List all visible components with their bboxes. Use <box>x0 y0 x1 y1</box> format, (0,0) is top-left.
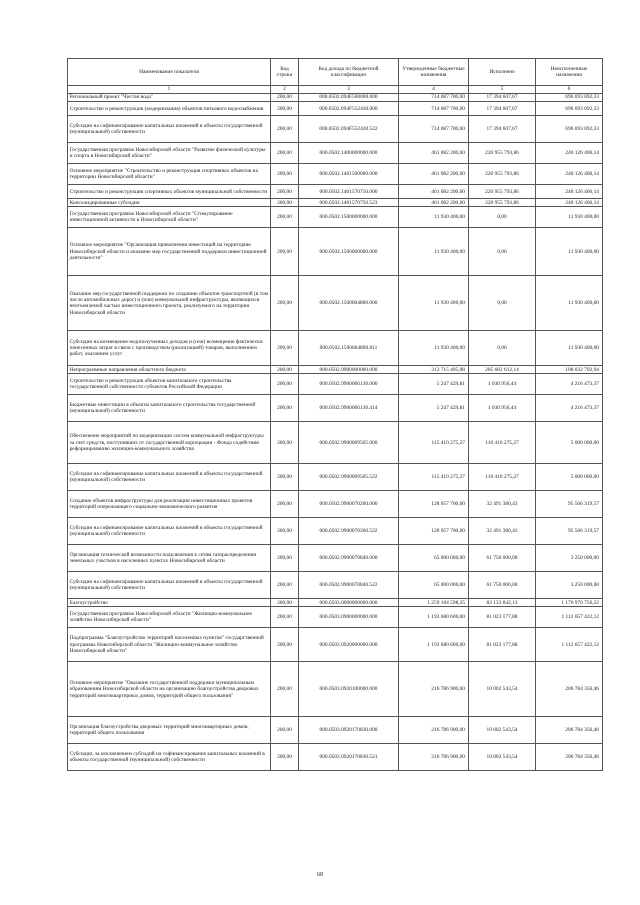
row-name: Оказание мер государственной поддержки по созданию объектов транспортной (в том числе автомобильных дорог) и (или) коммунальной инфраструктуры, являющихся неотъемлемой частью инвестиционного проекта, реализуемого на территории Новосибирской области <box>68 276 271 331</box>
header-remaining: Неисполненные назначения <box>536 59 603 86</box>
table-row <box>68 331 603 366</box>
row-name: Основное мероприятие "Организация привлечения инвестиций на территорию Новосибирской области и оказание мер государственной поддержки инвестиционной деятельности" <box>68 228 271 276</box>
row-approved: 714 087 700,00 <box>399 116 469 143</box>
row-line-code: 200,00 <box>271 207 299 228</box>
row-remaining: 1 112 657 422,12 <box>536 628 603 662</box>
table-row <box>68 744 603 771</box>
header-approved: Утвержденные бюджетные назначения <box>399 59 469 86</box>
row-income-code: 000.0502.1500604860.000 <box>299 276 399 331</box>
row-approved: 5 247 429,81 <box>399 395 469 422</box>
row-executed: 220 955 793,86 <box>469 143 536 164</box>
row-income-code: 000.0502.094F500000.000 <box>299 94 399 102</box>
table-row <box>68 94 603 102</box>
row-remaining: 11 930 400,00 <box>536 331 603 366</box>
row-income-code: 000.0502.9900070260.000 <box>299 491 399 518</box>
table-row <box>68 662 603 717</box>
row-name: Субсидии, за исключением субсидий на софинансирование капитальных вложений в объекты государственной (муниципальной) собственности <box>68 744 271 771</box>
column-index: 2 <box>271 86 299 94</box>
row-income-code: 000.0503.0920170830.000 <box>299 717 399 744</box>
row-approved: 11 930 400,00 <box>399 331 469 366</box>
header-row <box>68 59 603 86</box>
row-line-code: 200,00 <box>271 395 299 422</box>
row-line-code: 200,00 <box>271 366 299 374</box>
row-executed: 32 491 380,43 <box>469 518 536 545</box>
row-remaining: 4 216 473,37 <box>536 395 603 422</box>
row-line-code: 200,00 <box>271 94 299 102</box>
table-row <box>68 572 603 599</box>
row-remaining: 4 216 473,37 <box>536 374 603 395</box>
row-remaining: 11 930 400,00 <box>536 276 603 331</box>
row-remaining: 206 784 356,46 <box>536 662 603 717</box>
row-executed: 0,00 <box>469 207 536 228</box>
row-remaining: 95 566 319,57 <box>536 491 603 518</box>
row-approved: 714 087 700,00 <box>399 94 469 102</box>
row-name: Бюджетные инвестиции в объекты капитального строительства государственной (муниципальной) собственности <box>68 395 271 422</box>
row-remaining: 240 126 406,14 <box>536 185 603 199</box>
row-approved: 65 000 000,00 <box>399 545 469 572</box>
row-approved: 461 082 200,00 <box>399 164 469 185</box>
table-row <box>68 207 603 228</box>
row-line-code: 200,00 <box>271 331 299 366</box>
row-approved: 216 786 900,00 <box>399 717 469 744</box>
row-approved: 11 930 400,00 <box>399 276 469 331</box>
header-income-code: Код дохода по бюджетной классификации <box>299 59 399 86</box>
row-approved: 11 930 400,00 <box>399 228 469 276</box>
row-approved: 714 087 700,00 <box>399 102 469 116</box>
row-income-code: 000.0503.0920100000.000 <box>299 662 399 717</box>
row-executed: 81 023 177,88 <box>469 628 536 662</box>
row-income-code: 000.0503.0900000000.000 <box>299 607 399 628</box>
row-income-code: 000.0503.0920170830.521 <box>299 744 399 771</box>
row-name: Организация благоустройства дворовых территорий многоквартирных домов, территорий общего пользования <box>68 717 271 744</box>
row-approved: 216 786 900,00 <box>399 662 469 717</box>
row-line-code: 200,00 <box>271 199 299 207</box>
row-executed: 0,00 <box>469 228 536 276</box>
row-name: Государственная программа Новосибирской области "Стимулирование инвестиционной активности в Новосибирской области" <box>68 207 271 228</box>
row-approved: 5 247 429,81 <box>399 374 469 395</box>
row-line-code: 200,00 <box>271 628 299 662</box>
row-name: Строительство и реконструкция спортивных объектов муниципальной собственности <box>68 185 271 199</box>
row-name: Строительство и реконструкция объектов капитального строительства государственной собственности субъектов Российской Федерации <box>68 374 271 395</box>
report-sheet <box>67 58 602 771</box>
row-income-code: 000.0502.1500604860.811 <box>299 331 399 366</box>
table-row <box>68 366 603 374</box>
row-executed: 1 030 956,44 <box>469 395 536 422</box>
row-name: Субсидии на софинансирование капитальных вложений в объекты государственной (муниципальной) собственности <box>68 518 271 545</box>
table-row <box>68 276 603 331</box>
row-income-code: 000.0502.1401500000.000 <box>299 164 399 185</box>
row-name: Обеспечение мероприятий по модернизации систем коммунальной инфраструктуры за счет средств, поступивших от государственной корпорации - Фонда содействия реформированию жилищно-коммунального хозяйства <box>68 422 271 464</box>
row-income-code: 000.0502.1401570750.000 <box>299 185 399 199</box>
row-remaining: 1 176 970 756,22 <box>536 599 603 607</box>
row-line-code: 200,00 <box>271 545 299 572</box>
table-row <box>68 199 603 207</box>
row-line-code: 200,00 <box>271 276 299 331</box>
row-executed: 220 955 793,86 <box>469 199 536 207</box>
row-executed: 82 133 842,13 <box>469 599 536 607</box>
page-number: 68 <box>317 872 323 878</box>
row-line-code: 200,00 <box>271 662 299 717</box>
row-line-code: 200,00 <box>271 518 299 545</box>
table-row <box>68 422 603 464</box>
row-name: Консолидированные субсидии <box>68 199 271 207</box>
row-approved: 128 057 700,00 <box>399 491 469 518</box>
row-executed: 220 955 793,86 <box>469 185 536 199</box>
table-row <box>68 116 603 143</box>
row-approved: 1 193 680 600,00 <box>399 607 469 628</box>
row-executed: 10 002 543,54 <box>469 662 536 717</box>
row-approved: 461 082 200,00 <box>399 143 469 164</box>
row-approved: 313 715 405,08 <box>399 366 469 374</box>
row-line-code: 200,00 <box>271 102 299 116</box>
row-income-code: 000.0502.1401570750.523 <box>299 199 399 207</box>
row-name: Основное мероприятие "Оказание государственной поддержки муниципальным образованиям Новосибирской области на организацию благоустройства дворовых территорий многоквартирных домов, территорий общего пользования" <box>68 662 271 717</box>
table-row <box>68 599 603 607</box>
row-income-code: 000.0502.1400000000.000 <box>299 143 399 164</box>
row-approved: 65 000 000,00 <box>399 572 469 599</box>
table-row <box>68 143 603 164</box>
header-line-code: Код строки <box>271 59 299 86</box>
row-line-code: 200,00 <box>271 422 299 464</box>
row-remaining: 240 126 406,14 <box>536 143 603 164</box>
row-remaining: 1 112 657 422,12 <box>536 607 603 628</box>
row-line-code: 200,00 <box>271 599 299 607</box>
row-name: Региональный проект "Чистая вода" <box>68 94 271 102</box>
row-remaining: 5 000 000,00 <box>536 464 603 491</box>
row-income-code: 000.0502.9900009505.000 <box>299 422 399 464</box>
row-income-code: 000.0502.9900070840.522 <box>299 572 399 599</box>
row-executed: 1 030 956,44 <box>469 374 536 395</box>
row-approved: 115 410 275,27 <box>399 422 469 464</box>
row-remaining: 11 930 400,00 <box>536 228 603 276</box>
row-line-code: 200,00 <box>271 491 299 518</box>
row-name: Государственная программа Новосибирской области "Развитие физической культуры и спорта в Новосибирской области" <box>68 143 271 164</box>
row-name: Государственная программа Новосибирской области "Жилищно-коммунальное хозяйство Новосибирской области" <box>68 607 271 628</box>
row-remaining: 696 693 092,33 <box>536 102 603 116</box>
row-executed: 81 023 177,88 <box>469 607 536 628</box>
row-remaining: 696 693 092,33 <box>536 116 603 143</box>
table-row <box>68 491 603 518</box>
row-line-code: 200,00 <box>271 164 299 185</box>
row-executed: 0,00 <box>469 276 536 331</box>
row-executed: 32 491 380,43 <box>469 491 536 518</box>
row-executed: 0,00 <box>469 331 536 366</box>
row-executed: 17 394 607,67 <box>469 102 536 116</box>
row-line-code: 200,00 <box>271 607 299 628</box>
table-row <box>68 228 603 276</box>
row-line-code: 200,00 <box>271 116 299 143</box>
row-executed: 10 002 543,54 <box>469 717 536 744</box>
table-row <box>68 102 603 116</box>
row-income-code: 000.0502.9900009505.522 <box>299 464 399 491</box>
table-row <box>68 545 603 572</box>
table-row <box>68 628 603 662</box>
row-approved: 128 057 700,00 <box>399 518 469 545</box>
table-row <box>68 717 603 744</box>
table-row <box>68 374 603 395</box>
row-executed: 110 410 275,27 <box>469 422 536 464</box>
row-line-code: 200,00 <box>271 143 299 164</box>
row-name: Строительство и реконструкция (модернизация) объектов питьевого водоснабжения <box>68 102 271 116</box>
column-index: 4 <box>399 86 469 94</box>
column-index-row <box>68 86 603 94</box>
column-index: 3 <box>299 86 399 94</box>
row-name: Субсидии на софинансирование капитальных вложений в объекты государственной (муниципальной) собственности <box>68 116 271 143</box>
row-income-code: 000.0502.1500000000.000 <box>299 207 399 228</box>
row-remaining: 3 250 000,00 <box>536 572 603 599</box>
column-index: 1 <box>68 86 271 94</box>
table-row <box>68 395 603 422</box>
header-indicator-name: Наименование показателя <box>68 59 271 86</box>
row-name: Организация технической возможности подключения к сетям газораспределения земельных участков в населенных пунктах Новосибирской области <box>68 545 271 572</box>
row-executed: 10 002 543,54 <box>469 744 536 771</box>
row-line-code: 200,00 <box>271 744 299 771</box>
row-remaining: 11 930 400,00 <box>536 207 603 228</box>
row-income-code: 000.0502.9900070260.522 <box>299 518 399 545</box>
row-name: Непрограммные направления областного бюджета <box>68 366 271 374</box>
row-executed: 220 955 793,86 <box>469 164 536 185</box>
row-remaining: 696 693 092,33 <box>536 94 603 102</box>
row-executed: 61 750 000,00 <box>469 545 536 572</box>
row-line-code: 200,00 <box>271 464 299 491</box>
table-row <box>68 607 603 628</box>
row-income-code: 000.0502.9900000000.000 <box>299 366 399 374</box>
row-remaining: 95 566 319,57 <box>536 518 603 545</box>
row-remaining: 240 126 406,14 <box>536 164 603 185</box>
row-income-code: 000.0503.0920000000.000 <box>299 628 399 662</box>
row-income-code: 000.0502.1500600000.000 <box>299 228 399 276</box>
row-line-code: 200,00 <box>271 572 299 599</box>
row-line-code: 200,00 <box>271 717 299 744</box>
row-remaining: 206 784 356,46 <box>536 744 603 771</box>
row-approved: 1 259 104 598,35 <box>399 599 469 607</box>
row-income-code: 000.0502.094F552430.000 <box>299 102 399 116</box>
row-approved: 11 930 400,00 <box>399 207 469 228</box>
table-row <box>68 464 603 491</box>
table-row <box>68 185 603 199</box>
header-executed: Исполнено <box>469 59 536 86</box>
row-approved: 115 410 275,27 <box>399 464 469 491</box>
row-name: Создание объектов инфраструктуры для реализации инвестиционных проектов территорий опережающего социально-экономического развития <box>68 491 271 518</box>
row-income-code: 000.0502.094F552430.522 <box>299 116 399 143</box>
column-index: 6 <box>536 86 603 94</box>
column-index: 5 <box>469 86 536 94</box>
row-name: Субсидии на софинансирование капитальных вложений в объекты государственной (муниципальной) собственности <box>68 572 271 599</box>
budget-execution-table <box>67 58 603 771</box>
row-remaining: 206 784 356,46 <box>536 717 603 744</box>
table-row <box>68 164 603 185</box>
row-remaining: 5 000 000,00 <box>536 422 603 464</box>
row-approved: 461 082 200,00 <box>399 185 469 199</box>
row-line-code: 200,00 <box>271 185 299 199</box>
row-approved: 1 193 680 600,00 <box>399 628 469 662</box>
row-name: Благоустройство <box>68 599 271 607</box>
row-executed: 17 394 607,67 <box>469 94 536 102</box>
row-executed: 61 750 000,00 <box>469 572 536 599</box>
row-name: Основное мероприятие "Строительство и реконструкция спортивных объектов на территории Новосибирской области" <box>68 164 271 185</box>
row-executed: 205 682 612,14 <box>469 366 536 374</box>
row-name: Подпрограмма "Благоустройство территорий населенных пунктов" государственной программы Новосибирской области "Жилищно-коммунальное хозяйство Новосибирской области" <box>68 628 271 662</box>
row-executed: 110 410 275,27 <box>469 464 536 491</box>
row-remaining: 108 032 792,94 <box>536 366 603 374</box>
table-row <box>68 518 603 545</box>
row-income-code: 000.0502.9900006130.414 <box>299 395 399 422</box>
row-line-code: 200,00 <box>271 374 299 395</box>
row-line-code: 200,00 <box>271 228 299 276</box>
row-income-code: 000.0502.9900006130.000 <box>299 374 399 395</box>
row-approved: 461 082 200,00 <box>399 199 469 207</box>
row-remaining: 3 250 000,00 <box>536 545 603 572</box>
row-name: Субсидии на софинансирование капитальных вложений в объекты государственной (муниципальной) собственности <box>68 464 271 491</box>
row-executed: 17 394 607,67 <box>469 116 536 143</box>
row-approved: 216 786 900,00 <box>399 744 469 771</box>
row-remaining: 240 126 406,14 <box>536 199 603 207</box>
row-income-code: 000.0503.0000000000.000 <box>299 599 399 607</box>
row-name: Субсидии на возмещение недополученных доходов и (или) возмещение фактически понесенных затрат в связи с производством (реализацией) товаров, выполнением работ, оказанием услуг <box>68 331 271 366</box>
row-income-code: 000.0502.9900070840.000 <box>299 545 399 572</box>
